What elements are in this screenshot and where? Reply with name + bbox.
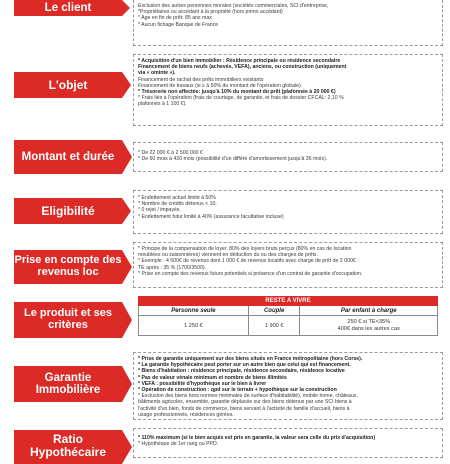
section-line: * 110% maximum (si le bien acquis est pris en garantie, la valeur sera celle du prix d'acquisition) — [138, 435, 376, 441]
section-label-text: Eligibilité — [41, 203, 95, 218]
section-line: * Acquisition d'un bien immobilier : Résidence principale ou résidence secondaire — [138, 58, 341, 64]
reste-a-vivre-table — [138, 296, 438, 336]
section-label-produit — [14, 302, 122, 338]
section-line: * Hypothèque de 1er rang ou PPD. — [138, 441, 219, 448]
section-line: * Age en fin de prêt: 85 ans max — [138, 15, 212, 22]
section-line: * Pas de valeur vénale minimum et nombre de biens illimités — [138, 374, 287, 381]
section-label-revenus — [14, 250, 122, 284]
section-arrow — [122, 72, 131, 98]
section-line: * De 22 000 € à 2 500 000 € — [138, 150, 203, 156]
section-montant — [0, 140, 450, 176]
section-label-eligibilite — [14, 198, 122, 224]
section-box-montant — [133, 142, 443, 172]
section-label-text: Le client — [44, 1, 92, 14]
section-line: bâtiments agricoles, ensemble, garantie déplacée sur des biens détenus par une SCI biens à — [138, 399, 352, 406]
section-label-ratio — [14, 430, 122, 464]
section-label-text: Ratio Hypothécaire — [29, 432, 107, 459]
section-line: * Trésorerie non affectée: jusqu'à 10% du montant du prêt (plafonnée à 20 000 €) — [138, 89, 336, 96]
section-box-garantie — [133, 352, 443, 420]
section-box-client — [133, 0, 443, 46]
section-arrow — [122, 430, 132, 464]
section-label-client — [14, 0, 122, 16]
table-cell: 1 250 € — [139, 316, 249, 336]
reste-a-vivre-table-wrap — [138, 296, 438, 336]
section-revenus — [0, 242, 450, 288]
section-line: * Biens d'habitation : résidence principale, résidence secondaire, résidence locative — [138, 368, 345, 375]
section-eligibilite — [0, 190, 450, 234]
section-line: TE après : 35 % (1700/3500). — [138, 264, 207, 271]
section-label-text: Le produit et ses critères — [23, 307, 113, 331]
section-garantie — [0, 352, 450, 420]
table-cell: 250 € si TE<35% 400€ dans les autres cas — [300, 316, 438, 336]
section-line: * Opération de construction : qpd sur le terrain + hypothèque sur la construction — [138, 387, 337, 394]
section-label-objet — [14, 72, 122, 98]
section-box-eligibilite — [133, 190, 443, 234]
table-header: Couple — [248, 306, 300, 316]
section-arrow — [122, 366, 132, 402]
section-objet — [0, 54, 450, 126]
section-label-text: Montant et durée — [21, 150, 115, 163]
section-arrow — [122, 0, 130, 16]
section-line: * 0 rejet / impayés. — [138, 207, 181, 214]
section-label-montant — [14, 140, 122, 174]
section-label-text: Prise en compte des revenus loc — [14, 254, 122, 278]
section-line: * Endettement futur limité à 40% (assurance facultative incluse) — [138, 213, 284, 220]
section-arrow — [122, 302, 132, 338]
section-line: via « ominte »). — [138, 70, 176, 77]
section-line: plafonnés à 1 100 €). — [138, 101, 187, 108]
section-line: usage professionnels, résidences gérées. — [138, 411, 234, 418]
section-arrow — [122, 250, 132, 284]
section-label-garantie — [14, 366, 122, 402]
section-line: *Propriétaires ou accédant à la propriété (hors primo accédant) — [138, 9, 283, 16]
section-line: Financement de rachat des prêts immobiliers existants — [138, 76, 264, 83]
section-box-revenus — [133, 242, 443, 288]
section-label-text: Garantie Immobilière — [35, 371, 101, 396]
section-produit — [0, 296, 450, 344]
section-line: meublées ou saisonnières) viennent en déduction du ou des charges de prêts. — [138, 252, 318, 259]
section-ratio — [0, 428, 450, 459]
section-line: * Endettement actuel limité à 50% — [138, 195, 216, 201]
table-title: RESTE A VIVRE — [139, 297, 438, 306]
section-line: * Exclusion des biens hors normes minimales de surface d'habitabilité), mobile home, châteaux, — [138, 393, 358, 400]
section-arrow — [122, 198, 131, 224]
section-line: * La garantie hypothécaire peut porter sur un autre bien que celui qui est financement. — [138, 362, 351, 369]
section-line: * Prise de garantie uniquement sur des biens situés en France métropolitaine (hors Corse). — [138, 356, 363, 362]
section-line: Exclusion des autres personnes morales (sociétés commerciales, SCI d'entreprise, — [138, 3, 329, 9]
section-line: Financement de travaux (si ≥ à 50% du montant de l'opération globale). — [138, 82, 303, 89]
section-box-objet — [133, 54, 443, 126]
section-line: l'activité d'un bien, fonds de commerce, biens servant à l'activité de famille d'accueil, biens à — [138, 405, 350, 412]
section-line: * De 60 mois à 420 mois (possibilité d'un différé d'amortissement jusqu'à 36 mois). — [138, 156, 328, 163]
section-line: * Aucun fichage Banque de France — [138, 21, 219, 28]
table-cell: 1 900 € — [248, 316, 300, 336]
section-line: * Nombre de crédits détenus < 10. — [138, 201, 217, 208]
section-client — [0, 0, 450, 46]
table-header: Personne seule — [139, 306, 249, 316]
section-line: * Exemple : 4 500€ de revenus dont 1 000 € de revenus locatifs avec charge de prêt de 2 000€ : — [138, 258, 359, 265]
section-line: * VEFA : possibilité d'hypothèque sur le bien à livrer — [138, 380, 267, 387]
section-box-ratio — [133, 428, 443, 458]
section-label-text: L'objet — [48, 77, 88, 92]
section-line: Financement de biens neufs (achevés, VEFA), anciens, ou construction (uniquement — [138, 64, 347, 71]
section-line: * Prise en compte des revenus futurs potentiels si présence d'un contrat de garantie d'occupation. — [138, 270, 363, 277]
section-line: * Principe de la compensation de loyer. 80% des loyers bruts perçus (80% en cas de location — [138, 246, 352, 252]
section-arrow — [122, 140, 132, 174]
table-header: Par enfant à charge — [300, 306, 438, 316]
section-line: * Frais liés à l'opération (frais de courtage, de garantie, et frais de dossier CFCAL: 2,10 % — [138, 95, 344, 102]
